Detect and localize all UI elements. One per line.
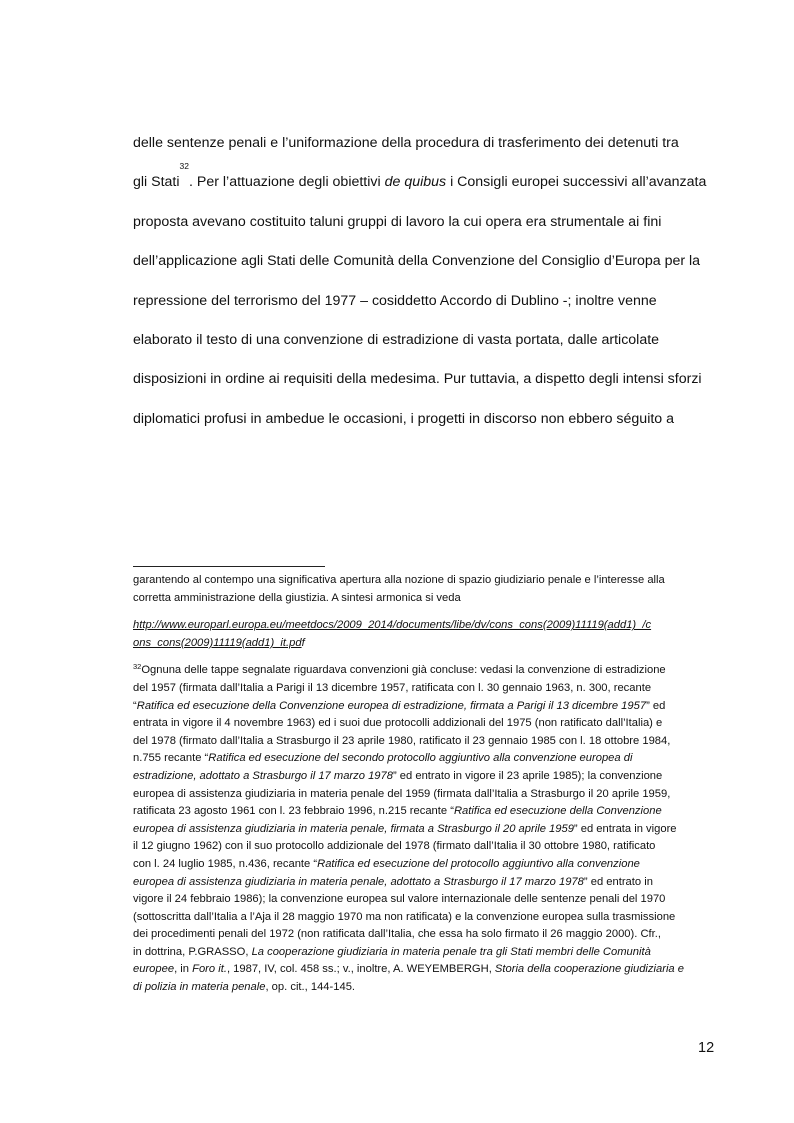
footnote-32-line: con l. 24 luglio 1985, n.436, recante “Ratifica ed esecuzione del protocollo aggiuntivo alla convenzione <box>133 857 640 870</box>
body-line: dell’applicazione agli Stati delle Comunità della Convenzione del Consiglio d’Europa per la <box>133 253 701 270</box>
footnote-ref-32: 32 <box>179 161 189 172</box>
body-line: repressione del terrorismo del 1977 – cosiddetto Accordo di Dublino -; inoltre venne <box>133 292 657 309</box>
footnote-32-line: n.755 recante “Ratifica ed esecuzione del secondo protocollo aggiuntivo alla convenzione europea di <box>133 752 633 765</box>
footnote-32-line: ratificata 23 agosto 1961 con l. 23 febbraio 1996, n.215 recante “Ratifica ed esecuzione della Convenzione <box>133 805 662 818</box>
source-link[interactable]: ons_cons(2009)11119(add1)_it.pd f <box>133 636 305 649</box>
body-line: delle sentenze penali e l’uniformazione della procedura di trasferimento dei detenuti tra <box>133 135 679 151</box>
footnote-32-line: il 12 giugno 1962) con il suo protocollo addizionale del 1978 (firmato dall’Italia il 30 ottobre 1980, ratificato <box>133 840 656 853</box>
footnote-32-line: estradizione, adottato a Strasburgo il 17 marzo 1978” ed entrato in vigore il 23 aprile 1985); la convenzione <box>133 769 663 782</box>
body-paragraph <box>133 127 718 442</box>
body-line: gli Stati 32 . Per l’attuazione degli obiettivi de quibus i Consigli europei successivi all’avanzata <box>133 166 718 205</box>
footnote-32-line: europee, in Foro it., 1987, IV, col. 458 ss.; v., inoltre, A. WEYEMBERGH, Storia della cooperazione giudiziaria e <box>133 963 684 976</box>
footnote-line: garantendo al contempo una significativa apertura alla nozione di spazio giudiziario penale e l’interesse alla <box>133 574 665 586</box>
footnote-line: corretta amministrazione della giustizia. A sintesi armonica si veda <box>133 591 461 604</box>
footnote-32-line: entrata in vigore il 4 novembre 1963) ed i suoi due protocolli addizionali del 1975 (non ratificato dall’Italia) e <box>133 717 663 730</box>
body-line: proposta avevano costituito taluni gruppi di lavoro la cui opera era strumentale ai fini <box>133 213 662 230</box>
footnote-32-line: in dottrina, P.GRASSO, La cooperazione giudiziaria in materia penale tra gli Stati membri delle Comunità <box>133 945 651 958</box>
footnotes <box>133 572 718 997</box>
footnote-32-line: “Ratifica ed esecuzione della Convenzione europea di estradizione, firmata a Parigi il 13 dicembre 1957” ed <box>133 699 666 712</box>
footnote-32-line: europea di assistenza giudiziaria in materia penale, adottato a Strasburgo il 17 marzo 1978” ed entrato in <box>133 875 653 888</box>
body-line: diplomatici profusi in ambedue le occasioni, i progetti in discorso non ebbero séguito a <box>133 410 675 427</box>
footnote-32-line: del 1957 (firmata dall’Italia a Parigi il 13 dicembre 1957, ratificata con l. 30 gennaio 1963, n. 300, recante <box>133 681 652 694</box>
footnote-32-line: di polizia in materia penale, op. cit., 144-145. <box>133 981 356 994</box>
footnote-32-line: europea di assistenza giudiziaria in materia penale del 1959 (firmata dall’Italia a Strasburgo il 20 aprile 1959, <box>133 787 671 800</box>
footnote-32-line: europea di assistenza giudiziaria in materia penale, firmata a Strasburgo il 20 aprile 1959” ed entrata in vigore <box>133 822 677 835</box>
footnote-32-line: del 1978 (firmato dall’Italia a Strasburgo il 23 aprile 1980, ratificato il 23 gennaio 1985 con l. 18 ottobre 1984, <box>133 734 671 747</box>
body-line: disposizioni in ordine ai requisiti della medesima. Pur tuttavia, a dispetto degli intensi sforzi <box>133 371 702 388</box>
footnote-32-line: vigore il 24 febbraio 1986); la convenzione europea sul valore internazionale delle sentenze penali del 1970 <box>133 893 666 906</box>
footnote-32-line: 32Ognuna delle tappe segnalate riguardava convenzioni già concluse: vedasi la convenzione di estradizione <box>133 662 666 677</box>
body-line: elaborato il testo di una convenzione di estradizione di vasta portata, dalle articolate <box>133 331 660 348</box>
footnote-32-line: dei procedimenti penali del 1972 (non ratificata dall’Italia, che essa ha solo firmato il 26 maggio 2000). Cfr., <box>133 928 661 941</box>
footnote-separator <box>133 566 325 567</box>
source-link[interactable]: http://www.europarl.europa.eu/meetdocs/2009_2014/documents/libe/dv/cons_cons(2009)11119(add1)_/c <box>133 619 652 632</box>
page-number: 12 <box>698 1040 715 1056</box>
footnote-32-line: (sottoscritta dall’Italia a l’Aja il 28 maggio 1970 ma non ratificata) e la convenzione europea sulla trasmissione <box>133 910 676 923</box>
